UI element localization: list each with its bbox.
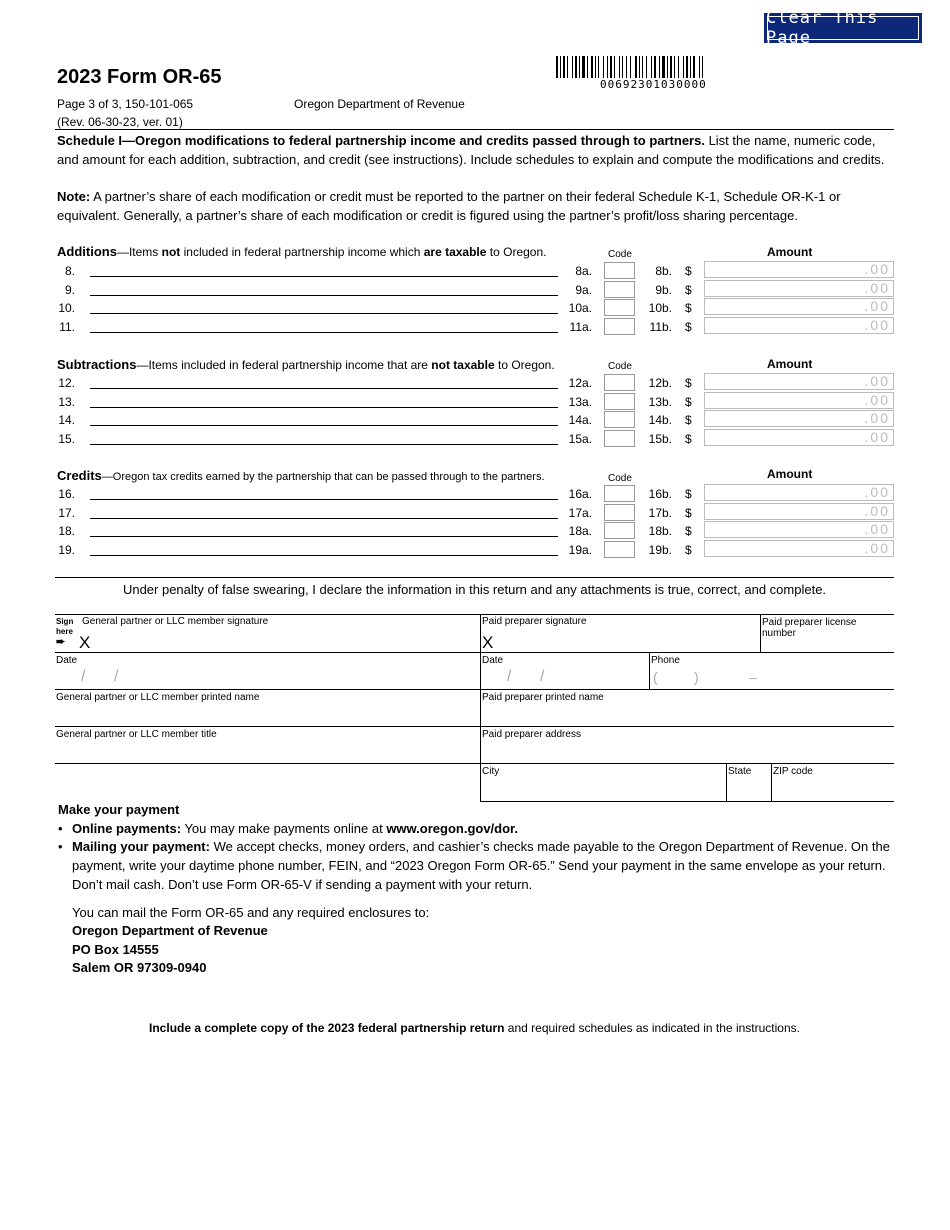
page-info: Page 3 of 3, 150-101-065 (57, 97, 194, 111)
bullet-icon: • (58, 839, 63, 854)
subtractions-amount-header: Amount (767, 357, 813, 371)
partner-signature-label: General partner or LLC member signature (82, 616, 269, 627)
addition-code-label: 10a. (568, 301, 592, 316)
barcode-bar (659, 56, 660, 78)
credit-amount-label: 18b. (648, 524, 672, 539)
footer-note (55, 1021, 894, 1035)
additions-amount-header: Amount (767, 245, 813, 259)
subtraction-code-label: 15a. (568, 432, 592, 447)
additions-desc-1: —Items (116, 245, 162, 259)
subtraction-name-line[interactable] (90, 430, 558, 445)
credit-line-number: 18. (58, 524, 75, 539)
barcode-bar (587, 56, 588, 78)
phone-close-paren: ) (694, 669, 699, 685)
subtraction-name-line[interactable] (90, 411, 558, 426)
barcode-bar (603, 56, 604, 78)
partner-date-sep-1: / (81, 668, 86, 685)
mail-intro: You can mail the Form OR-65 and any required enclosures to: (72, 905, 430, 920)
zip-label: ZIP code (773, 766, 813, 777)
phone-label: Phone (651, 655, 680, 666)
subtraction-code-input[interactable] (604, 411, 635, 428)
addition-code-input[interactable] (604, 318, 635, 335)
subtraction-code-input[interactable] (604, 393, 635, 410)
mail-label: Mailing your payment: (72, 839, 210, 854)
addition-amount-input[interactable]: .00 (704, 317, 894, 334)
phone-dash: – (749, 669, 757, 685)
declaration-text: Under penalty of false swearing, I declare the information in this return and any attachments is true, correct, and complete. (122, 582, 827, 597)
header-divider (55, 129, 894, 130)
addition-code-input[interactable] (604, 299, 635, 316)
barcode-bar (610, 56, 612, 78)
subtraction-amount-input[interactable]: .00 (704, 373, 894, 390)
credits-code-header: Code (608, 473, 632, 484)
barcode-bar (646, 56, 647, 78)
subtraction-amount-label: 15b. (648, 432, 672, 447)
addition-line-number: 9. (64, 282, 75, 297)
additions-desc-3: to Oregon. (486, 245, 547, 259)
subtraction-dollar-sign: $ (685, 394, 692, 409)
subtraction-line-number: 15. (58, 432, 75, 447)
credit-name-line[interactable] (90, 504, 558, 519)
note-text: A partner’s share of each modification or credit must be reported to the partner on their federal Schedule K-1, Schedule OR-K-1 or equivalent. Generally, a partner’s share of each modification or credit is figured using the partner’s profit/loss sharing percentage. (57, 189, 841, 223)
barcode-bar (582, 56, 585, 78)
addition-line-number: 8. (64, 264, 75, 278)
preparer-license-label: Paid preparer license number (762, 617, 857, 639)
addition-amount-input[interactable]: .00 (704, 261, 894, 278)
addition-name-line[interactable] (90, 318, 558, 333)
credit-name-line[interactable] (90, 541, 558, 556)
barcode-bar (560, 56, 561, 78)
mail-text: We accept checks, money orders, and cashier’s checks made payable to the Oregon Department of Revenue. On the payment, write your daytime phone number, FEIN, and “2023 Oregon Form OR-65.” Send your payment in the same envelope as your return. Don’t mail cash. Don’t use Form OR-65-V if sending a payment with your return. (72, 839, 890, 892)
address-line-1: Oregon Department of Revenue (72, 923, 268, 938)
credit-code-label: 16a. (568, 487, 592, 501)
credit-amount-input[interactable]: .00 (704, 521, 894, 538)
barcode-bar (598, 56, 599, 78)
partner-date-label: Date (56, 655, 78, 666)
preparer-signature-field[interactable] (480, 614, 761, 653)
subtraction-code-input[interactable] (604, 374, 635, 391)
barcode-bar (595, 56, 596, 78)
city-label: City (482, 766, 500, 777)
addition-amount-input[interactable]: .00 (704, 280, 894, 297)
subtraction-amount-input[interactable]: .00 (704, 429, 894, 446)
barcode-bar (683, 56, 684, 78)
barcode-bar (690, 56, 691, 78)
state-label: State (728, 766, 752, 777)
preparer-date-sep-2: / (540, 668, 545, 685)
form-title: 2023 Form OR-65 (57, 66, 222, 88)
online-label: Online payments: (72, 821, 182, 836)
subtraction-amount-label: 14b. (648, 413, 672, 428)
address-line-3: Salem OR 97309-0940 (72, 960, 207, 975)
addition-code-label: 9a. (575, 282, 592, 297)
schedule-instructions: List the name, numeric code, and amount for each addition, subtraction, and credit (see instructions). Include schedules to explain and compute the modifications and credits. (57, 133, 885, 167)
partner-date-field[interactable] (55, 652, 480, 690)
credit-amount-input[interactable]: .00 (704, 484, 894, 501)
credit-name-line[interactable] (90, 485, 558, 500)
addition-name-line[interactable] (90, 281, 558, 296)
zip-field[interactable] (771, 763, 894, 802)
footer-bold: Include a complete copy of the 2023 federal partnership return (149, 1021, 505, 1035)
additions-desc-2: included in federal partnership income which (180, 245, 424, 259)
address-line-2: PO Box 14555 (72, 942, 159, 957)
credits-title: Credits (57, 468, 102, 483)
subtractions-desc-1: —Items included in federal partnership income that are (136, 358, 432, 372)
additions-heading (57, 244, 547, 259)
partner-printed-name-field[interactable] (55, 689, 480, 727)
addition-line-number: 11. (59, 320, 75, 335)
barcode-bar (556, 56, 558, 78)
additions-desc-are: are taxable (423, 245, 487, 259)
clear-page-button[interactable]: Clear This Page (764, 13, 922, 43)
subtraction-name-line[interactable] (90, 374, 558, 389)
subtractions-desc-2: to Oregon. (494, 358, 555, 372)
addition-code-label: 8a. (575, 264, 592, 278)
barcode (556, 56, 766, 78)
barcode-bar (626, 56, 627, 78)
partner-title-field[interactable] (55, 726, 480, 764)
credits-amount-header: Amount (767, 467, 813, 481)
subtraction-name-line[interactable] (90, 393, 558, 408)
credit-code-label: 18a. (568, 524, 592, 539)
preparer-signature-label: Paid preparer signature (482, 616, 587, 627)
addition-dollar-sign: $ (685, 301, 692, 316)
mail-payment-item (72, 837, 894, 894)
credit-line-number: 17. (58, 505, 75, 520)
subtractions-code-header: Code (608, 361, 632, 372)
sign-here-label-1: Sign (56, 617, 74, 626)
preparer-address-field[interactable] (480, 726, 894, 764)
subtractions-heading (57, 357, 555, 372)
credits-heading (57, 468, 545, 483)
credit-amount-input[interactable]: .00 (704, 503, 894, 520)
preparer-printed-name-label: Paid preparer printed name (482, 692, 604, 703)
barcode-bar (678, 56, 679, 78)
partner-printed-name-label: General partner or LLC member printed name (56, 692, 260, 703)
subtractions-desc-not: not taxable (431, 358, 495, 372)
additions-code-header: Code (608, 249, 632, 260)
bullet-icon: • (58, 821, 63, 836)
subtraction-line-number: 13. (58, 394, 75, 409)
credit-amount-label: 19b. (648, 543, 672, 558)
barcode-bar (575, 56, 577, 78)
barcode-bar (614, 56, 615, 78)
barcode-bar (579, 56, 580, 78)
barcode-bar (622, 56, 623, 78)
addition-amount-label: 8b. (655, 264, 672, 278)
addition-dollar-sign: $ (685, 320, 692, 335)
subtraction-dollar-sign: $ (685, 376, 692, 390)
credit-code-input[interactable] (604, 504, 635, 521)
addition-amount-label: 11b. (649, 320, 672, 335)
preparer-license-field[interactable] (760, 614, 894, 653)
online-payment-item (72, 819, 892, 838)
arrow-icon: ➨ (56, 636, 66, 648)
credit-code-label: 19a. (568, 543, 592, 558)
sign-here-label-2: here (56, 627, 73, 636)
credit-dollar-sign: $ (685, 543, 692, 558)
schedule-title: Schedule I—Oregon modifications to federal partnership income and credits passed through to partners. (57, 133, 705, 148)
barcode-bar (630, 56, 631, 78)
declaration-divider (55, 577, 894, 578)
partner-title-label: General partner or LLC member title (56, 729, 217, 740)
credits-desc: —Oregon tax credits earned by the partnership that can be passed through to the partners. (101, 471, 545, 483)
barcode-bar (670, 56, 672, 78)
credit-amount-input[interactable]: .00 (704, 540, 894, 557)
subtraction-amount-label: 13b. (648, 394, 672, 409)
preparer-printed-name-field[interactable] (480, 689, 894, 727)
preparer-date-field[interactable] (480, 652, 649, 690)
phone-field[interactable] (649, 652, 894, 690)
subtraction-code-label: 13a. (568, 394, 592, 409)
barcode-bar (572, 56, 573, 78)
preparer-x-mark: X (482, 633, 494, 652)
credit-dollar-sign: $ (685, 487, 692, 501)
addition-amount-input[interactable]: .00 (704, 298, 894, 315)
phone-open-paren: ( (653, 669, 658, 685)
barcode-bar (619, 56, 620, 78)
credit-amount-label: 16b. (648, 487, 672, 501)
barcode-bar (651, 56, 652, 78)
barcode-bar (686, 56, 688, 78)
subtraction-amount-input[interactable]: .00 (704, 410, 894, 427)
barcode-bar (702, 56, 703, 78)
department-name: Oregon Department of Revenue (294, 97, 465, 111)
barcode-bar (591, 56, 593, 78)
online-text: You may make payments online at (181, 821, 387, 836)
preparer-address-label: Paid preparer address (482, 729, 581, 740)
addition-code-input[interactable] (604, 281, 635, 298)
barcode-bar (667, 56, 668, 78)
preparer-date-sep-1: / (507, 668, 512, 685)
credit-code-input[interactable] (604, 541, 635, 558)
credit-dollar-sign: $ (685, 524, 692, 539)
addition-code-input[interactable] (604, 262, 635, 279)
partner-x-mark: X (79, 633, 91, 652)
barcode-bar (693, 56, 695, 78)
subtraction-amount-label: 12b. (648, 376, 672, 390)
barcode-bar (674, 56, 675, 78)
credit-line-number: 19. (58, 543, 75, 558)
barcode-number: 00692301030000 (600, 78, 707, 91)
city-field[interactable] (480, 763, 727, 802)
footer-rest: and required schedules as indicated in the instructions. (504, 1021, 800, 1035)
partner-date-sep-2: / (114, 668, 119, 685)
additions-desc-not: not (161, 245, 181, 259)
subtraction-code-label: 12a. (568, 376, 592, 390)
subtraction-line-number: 12. (58, 376, 75, 390)
online-url-link[interactable]: www.oregon.gov/dor. (386, 821, 519, 836)
preparer-date-label: Date (482, 655, 504, 666)
barcode-bar (662, 56, 665, 78)
subtraction-dollar-sign: $ (685, 413, 692, 428)
schedule-intro (57, 131, 897, 169)
credit-code-label: 17a. (568, 505, 592, 520)
subtraction-line-number: 14. (58, 413, 75, 428)
addition-dollar-sign: $ (685, 264, 692, 278)
barcode-bar (563, 56, 565, 78)
addition-name-line[interactable] (90, 299, 558, 314)
credit-line-number: 16. (58, 487, 75, 501)
additions-title: Additions (57, 244, 117, 259)
partner-signature-field[interactable] (55, 614, 480, 653)
barcode-bar (567, 56, 568, 78)
barcode-bar (654, 56, 656, 78)
credit-code-input[interactable] (604, 485, 635, 502)
state-field[interactable] (726, 763, 772, 802)
credit-dollar-sign: $ (685, 505, 692, 520)
barcode-bar (639, 56, 640, 78)
barcode-bar (607, 56, 608, 78)
addition-line-number: 10. (58, 301, 75, 316)
subtraction-code-input[interactable] (604, 430, 635, 447)
subtractions-title: Subtractions (57, 357, 137, 372)
subtraction-amount-input[interactable]: .00 (704, 392, 894, 409)
credit-code-input[interactable] (604, 522, 635, 539)
credit-name-line[interactable] (90, 522, 558, 537)
subtraction-code-label: 14a. (568, 413, 592, 428)
addition-name-line[interactable] (90, 262, 558, 277)
barcode-bar (642, 56, 643, 78)
credit-amount-label: 17b. (648, 505, 672, 520)
schedule-note (57, 187, 897, 225)
revision-info: (Rev. 06-30-23, ver. 01) (57, 115, 183, 129)
subtraction-dollar-sign: $ (685, 432, 692, 447)
barcode-bar (635, 56, 637, 78)
payment-heading: Make your payment (58, 802, 180, 817)
note-label: Note: (57, 189, 91, 204)
addition-amount-label: 9b. (655, 282, 672, 297)
addition-amount-label: 10b. (648, 301, 672, 316)
barcode-bar (699, 56, 700, 78)
addition-code-label: 11a. (569, 320, 592, 335)
addition-dollar-sign: $ (685, 282, 692, 297)
